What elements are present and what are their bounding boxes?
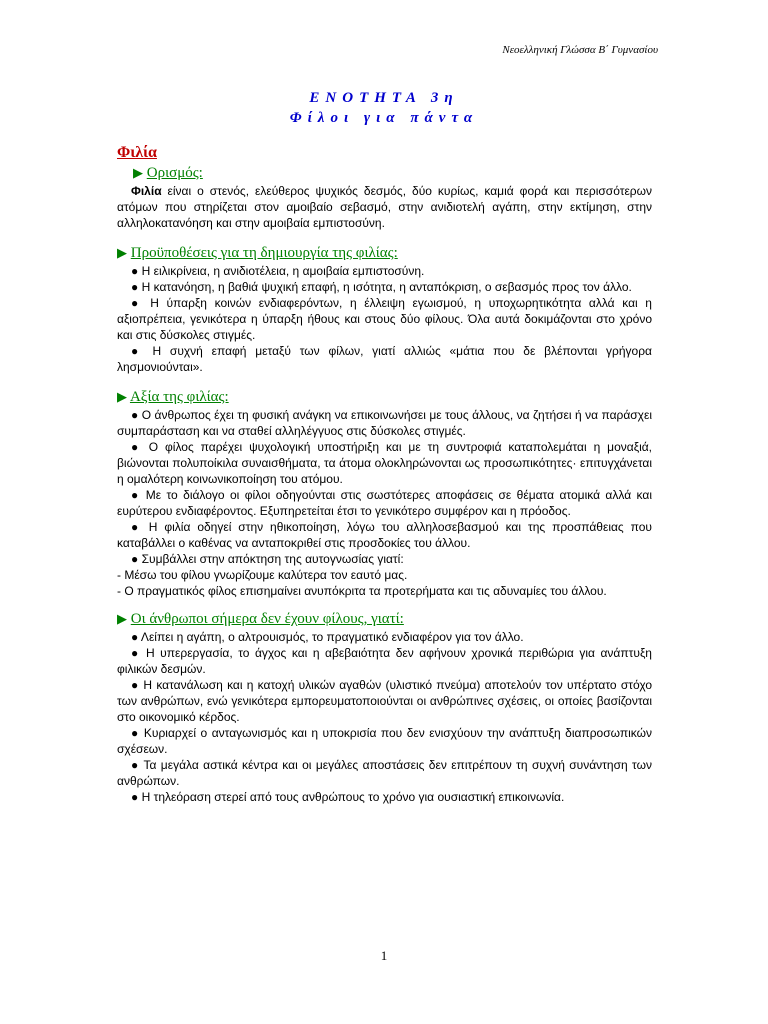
definition-paragraph (117, 183, 652, 231)
prerequisites-heading (117, 243, 652, 263)
definition-heading (133, 163, 652, 183)
bullet-icon: ● (131, 678, 144, 692)
definition-text: είναι ο στενός, ελεύθερος ψυχικός δεσμός, δύο κυρίως, καμιά φορά και περισσότερων ατόμων που στηρίζεται στον αμοιβαίο σεβασμό, στην ανιδιοτελή αγάπη, στην εκτίμηση, στην αλληλοκατανόηση και στην αμοιβαία εμπιστοσύνη. (117, 184, 652, 230)
bullet-icon: ● (131, 758, 144, 772)
nofriends-heading (117, 609, 652, 629)
unit-subtitle: Φίλοι για πάντα (289, 110, 479, 126)
section-title: Φιλία (117, 144, 157, 161)
bullet-icon: ● (131, 344, 153, 358)
value-heading (117, 387, 652, 407)
arrow-right-icon: ▶ (117, 245, 127, 260)
value-heading-text: Αξία της φιλίας: (129, 389, 229, 405)
list-item: ● Τα μεγάλα αστικά κέντρα και οι μεγάλες αποστάσεις δεν επιτρέπουν τη συχνή συνάντηση των ανθρώπων. (117, 758, 652, 788)
list-item: ● Η κατανάλωση και η κατοχή υλικών αγαθών (υλιστικό πνεύμα) αποτελούν τον υπέρτατο στόχο των ανθρώπων, ενώ γενικότερα εμπορευματοποιούνται οι ανθρώπινες σχέσεις, οι οποίες βασίζονται στο οικονομικό κέρδος. (117, 678, 652, 724)
bullet-icon: ● (131, 264, 142, 278)
list-item: ● Η τηλεόραση στερεί από τους ανθρώπους το χρόνο για ουσιαστική επικοινωνία. (131, 790, 565, 804)
list-item: ● Με το διάλογο οι φίλοι οδηγούνται στις σωστότερες αποφάσεις σε θέματα ατομικά αλλά και ευρύτερου ενδιαφέροντος. Εξυπηρετείται έτσι το γενικότερο συμφέρον και η πρόοδος. (117, 488, 652, 518)
list-item: ● Λείπει η αγάπη, ο αλτρουισμός, το πραγματικό ενδιαφέρον για τον άλλο. (131, 630, 524, 644)
document-header: Νεοελληνική Γλώσσα Β΄ Γυμνασίου (502, 44, 658, 56)
bullet-icon: ● (131, 280, 142, 294)
arrow-right-icon: ▶ (117, 389, 127, 404)
bullet-icon: ● (131, 646, 146, 660)
bullet-icon: ● (131, 520, 149, 534)
list-item: ● Ο άνθρωπος έχει τη φυσική ανάγκη να επικοινωνήσει με τους άλλους, να ζητήσει ή να παράσχει συμπαράσταση και να σταθεί αλληλέγγυος στις δύσκολες στιγμές. (117, 408, 652, 438)
arrow-right-icon: ▶ (117, 611, 127, 626)
bullet-icon: ● (131, 726, 144, 740)
bullet-icon: ● (131, 296, 151, 310)
bullet-icon: ● (131, 790, 142, 804)
list-item: ● Κυριαρχεί ο ανταγωνισμός και η υποκρισία που δεν ενισχύουν την ανάπτυξη διαπροσωπικών σχέσεων. (117, 726, 652, 756)
list-item: ● Ο φίλος παρέχει ψυχολογική υποστήριξη και με τη συντροφιά καταπολεμάται η μοναξιά, βιώνονται πολυποίκιλα συναισθήματα, τα άτομα ολοκληρώνονται ως προσωπικότητες· επιτυγχάνεται η ομαλότερη κοινωνικοποίηση του ατόμου. (117, 440, 653, 486)
list-item: ● Συμβάλλει στην απόκτηση της αυτογνωσίας γιατί: (131, 552, 404, 566)
bullet-icon: ● (131, 488, 146, 502)
nofriends-heading-text: Οι άνθρωποι σήμερα δεν έχουν φίλους, γιατί: (130, 611, 404, 627)
bullet-icon: ● (131, 630, 141, 644)
bullet-icon: ● (131, 552, 142, 566)
unit-title: ΕΝΟΤΗΤΑ 3η (309, 90, 459, 106)
document-body (117, 145, 652, 805)
list-item: ● Η ύπαρξη κοινών ενδιαφερόντων, η έλλειψη εγωισμού, η υποχωρητικότητα αλλά και η αξιοπρέπεια, γενικότερα η ύπαρξη ήθους και στους δύο φίλους. Όλα αυτά δοκιμάζονται στο χρόνο και στις δύσκολες στιγμές. (117, 296, 652, 342)
list-subitem: - Ο πραγματικός φίλος επισημαίνει ανυπόκριτα τα προτερήματα και τις αδυναμίες του άλλου. (117, 584, 607, 598)
bullet-icon: ● (131, 440, 149, 454)
list-subitem: - Μέσω του φίλου γνωρίζουμε καλύτερα τον εαυτό μας. (117, 568, 408, 582)
definition-term: Φιλία (131, 184, 162, 198)
list-item: ● Η φιλία οδηγεί στην ηθικοποίηση, λόγω του αλληλοσεβασμού και της προσπάθειας που καταβάλλει ο καθένας να ανταποκριθεί στις προσδοκίες του άλλου. (117, 520, 652, 550)
page-number: 1 (380, 948, 388, 963)
list-item: ● Η ειλικρίνεια, η ανιδιοτέλεια, η αμοιβαία εμπιστοσύνη. (131, 264, 425, 278)
bullet-icon: ● (131, 408, 142, 422)
prerequisites-heading-text: Προϋποθέσεις για τη δημιουργία της φιλίας: (130, 245, 398, 261)
list-item: ● Η κατανόηση, η βαθιά ψυχική επαφή, η ισότητα, η ανταπόκριση, ο σεβασμός προς τον άλλο. (131, 280, 632, 294)
arrow-right-icon: ▶ (133, 165, 143, 180)
list-item: ● Η συχνή επαφή μεταξύ των φίλων, γιατί αλλιώς «μάτια που δε βλέπονται γρήγορα λησμονιούνται». (117, 344, 652, 374)
definition-heading-text: Ορισμός: (146, 165, 203, 181)
list-item: ● Η υπερεργασία, το άγχος και η αβεβαιότητα δεν αφήνουν χρονικά περιθώρια για ανάπτυξη φιλικών δεσμών. (117, 646, 652, 676)
